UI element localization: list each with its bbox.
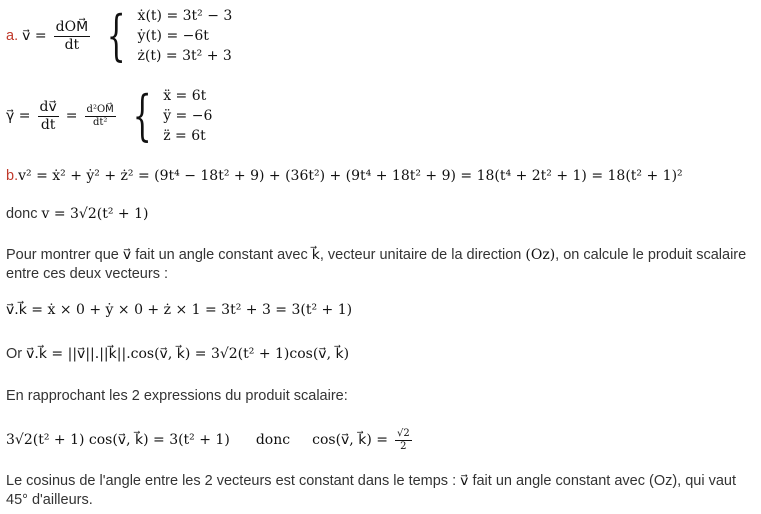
part-b-label: b.: [6, 168, 19, 184]
equation-left: 3√2(t² + 1) cos(v⃗, k⃗) = 3(t² + 1): [6, 431, 230, 448]
text-span: fait un angle constant avec (Oz), qui vaut 45° d'ailleurs.: [6, 473, 737, 508]
acceleration-system: [6, 86, 212, 146]
math-span: v⃗: [122, 247, 132, 263]
cosine-result-line: [6, 428, 415, 452]
component-x: ẍ = 6t: [163, 88, 207, 104]
component-y: ÿ = −6: [163, 108, 213, 124]
text-span: Le cosinus de l'angle entre les 2 vecteurs est constant dans le temps :: [6, 473, 461, 489]
part-a-label: a.: [6, 27, 19, 44]
dot-product-norm-expression: v⃗.k⃗ = ||v⃗||.||k⃗||.cos(v⃗, k⃗) = 3√2(t² + 1)cos(v⃗, k⃗): [26, 346, 350, 362]
comparison-sentence: En rapprochant les 2 expressions du produit scalaire:: [6, 388, 348, 404]
text-span: , vecteur unitaire de la direction: [319, 247, 526, 263]
brace-symbol: {: [132, 84, 152, 147]
math-span: k⃗: [311, 247, 320, 263]
fraction-denominator: dt: [40, 116, 56, 133]
acceleration-components: [123, 86, 213, 146]
math-span: (Oz): [525, 247, 556, 263]
conclusion-paragraph: [6, 472, 756, 510]
fraction-denominator: dt: [64, 36, 80, 53]
velocity-system: [6, 6, 232, 66]
speed-squared-expression: v² = ẋ² + ẏ² + ż² = (9t⁴ − 18t² + 9) + (36t²) + (9t⁴ + 18t² + 9) = 18(t⁴ + 2t² + 1) = 18(t² + 1)²: [18, 168, 683, 184]
speed-squared-line: [6, 168, 683, 184]
fraction-denominator: dt²: [92, 116, 108, 128]
or-word: Or: [6, 346, 27, 362]
text-span: fait un angle constant avec: [131, 247, 312, 263]
intro-paragraph: [6, 246, 756, 284]
text-span: Pour montrer que: [6, 247, 123, 263]
brace-symbol: {: [106, 4, 126, 67]
donc-word: donc: [255, 431, 291, 448]
acceleration-lhs: γ⃗ =: [6, 107, 31, 124]
fraction-numerator: √2: [397, 428, 410, 439]
dot-product-norm-line: [6, 346, 349, 362]
velocity-lhs: v⃗ =: [22, 27, 47, 44]
donc-word: donc: [6, 206, 38, 222]
component-y: ẏ(t) = −6t: [137, 28, 209, 44]
component-x: ẋ(t) = 3t² − 3: [137, 8, 233, 24]
fraction-denominator: 2: [400, 440, 407, 452]
dot-product-line: [6, 302, 352, 318]
acceleration-fraction-2: [85, 104, 116, 128]
component-z: z̈ = 6t: [163, 128, 206, 144]
dot-product-expression: v⃗.k⃗ = ẋ × 0 + ẏ × 0 + ż × 1 = 3t² + 3 = 3(t² + 1): [6, 302, 353, 318]
speed-line: [6, 206, 148, 222]
equals-sign: =: [65, 107, 78, 124]
acceleration-fraction-1: [38, 99, 59, 132]
speed-expression: v = 3√2(t² + 1): [41, 206, 149, 222]
fraction-numerator: dOM⃗: [55, 19, 89, 36]
velocity-fraction: [54, 19, 91, 52]
math-span: v⃗: [460, 473, 469, 489]
equation-right: cos(v⃗, k⃗) =: [312, 431, 388, 448]
text-span: , on calcule le produit scalaire entre ces deux vecteurs :: [6, 247, 747, 282]
fraction-numerator: d²OM⃗: [86, 104, 114, 115]
fraction-numerator: dv⃗: [39, 99, 57, 116]
component-z: ż(t) = 3t² + 3: [137, 48, 232, 64]
velocity-components: [97, 6, 232, 66]
cosine-fraction: [395, 428, 412, 452]
